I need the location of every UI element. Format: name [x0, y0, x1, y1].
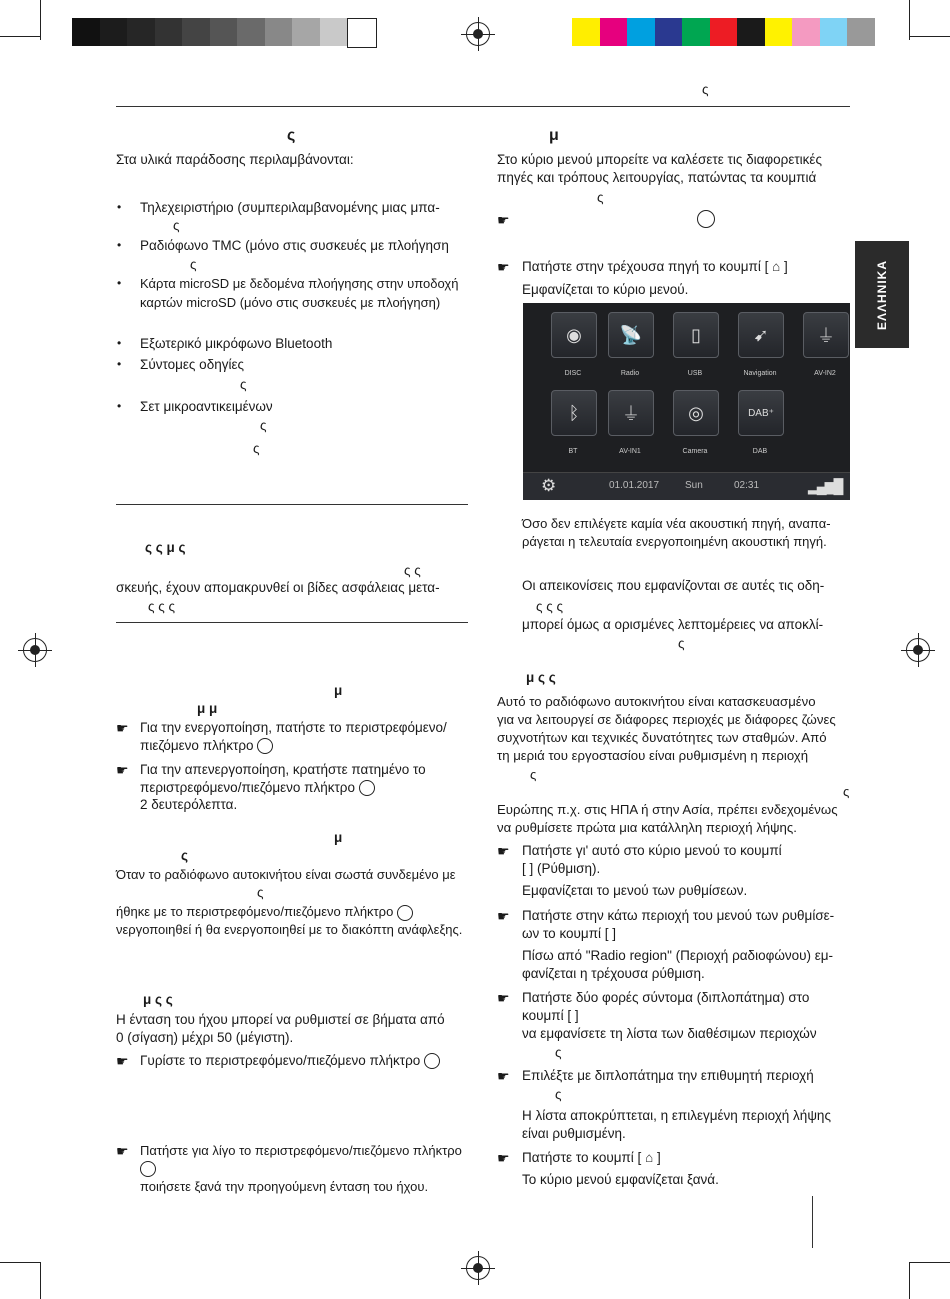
delivery-title: ς [287, 127, 296, 144]
source-tile-navigation [738, 312, 784, 358]
box-title: ς ς μ ς [145, 540, 186, 555]
gray-swatch [265, 18, 293, 46]
list-item: Σύντομες οδηγίες [140, 357, 244, 372]
source-tile-label: Radio [620, 370, 640, 377]
instruction-result: Εμφανίζεται το μενού των ρυθμίσεων. [522, 883, 748, 898]
instruction-text: ] [784, 259, 788, 274]
color-swatch [710, 18, 738, 46]
pointing-hand-icon: ☛ [497, 1068, 510, 1084]
gray-swatch [127, 18, 155, 46]
registration-mark-icon [906, 638, 930, 662]
pointing-hand-icon: ☛ [116, 1143, 129, 1159]
instruction-text: Πατήστε δύο φορές σύντομα (διπλοπάτημα) στο [522, 990, 810, 1005]
note-line: ράγεται η τελευταία ενεργοποιημένη ακουστική πηγή. [522, 534, 827, 549]
instruction-text: Για την ενεργοποίηση, πατήστε το περιστρεφόμενο/ [140, 720, 447, 735]
color-swatch [820, 18, 848, 46]
paragraph-line: τη μεριά του εργοστασίου είναι ρυθμισμένη η περιοχή [497, 748, 809, 763]
source-tile-av-in1 [608, 390, 654, 436]
paragraph-line [116, 902, 413, 922]
instruction-text: Γυρίστε το περιστρεφόμενο/πιεζόμενο πλήκτρο [140, 1053, 421, 1068]
instruction-text: Πατήστε στην τρέχουσα πηγή το κουμπί [ [522, 259, 769, 274]
paragraph-line: Στο κύριο μενού μπορείτε να καλέσετε τις διαφορετικές [497, 152, 822, 167]
color-swatch [572, 18, 600, 46]
section-heading: ς [181, 848, 189, 863]
dab-icon: DAB⁺ [748, 407, 774, 419]
crop-mark [0, 1262, 40, 1263]
instruction-result: Εμφανίζεται το κύριο μενού. [522, 282, 689, 297]
source-tile-label: Navigation [743, 370, 777, 377]
box-rule-bottom [116, 622, 468, 623]
instruction-text: περιστρεφόμενο/πιεζόμενο πλήκτρο [140, 780, 355, 795]
paragraph-line: ς [597, 190, 604, 205]
language-tab [855, 241, 909, 348]
instruction-text: ων το κουμπί [ ] [522, 926, 617, 941]
paragraph-line: συχνοτήτων και τεχνικές δυνατότητες των σταθμών. Από [497, 730, 827, 745]
gray-swatch [320, 18, 348, 46]
instruction-text: κουμπί [ ] [522, 1008, 579, 1023]
color-swatch [765, 18, 793, 46]
status-bar [523, 472, 850, 500]
source-tile-label: AV-IN1 [619, 448, 641, 455]
status-date: 01.01.2017 [609, 480, 660, 491]
running-head: ς [702, 82, 709, 97]
crop-mark [909, 1262, 910, 1299]
color-swatch [627, 18, 655, 46]
paragraph-line: ς [843, 784, 850, 799]
source-tile-av-in2 [803, 312, 849, 358]
color-swatch [682, 18, 710, 46]
usb-icon: ▯ [691, 324, 701, 345]
knob-icon [359, 780, 375, 796]
color-swatch [737, 18, 765, 46]
crop-mark [909, 0, 910, 40]
instruction-text: Πατήστε για λίγο το περιστρεφόμενο/πιεζόμενο πλήκτρο [140, 1143, 462, 1158]
instruction-result: είναι ρυθμισμένη. [522, 1126, 626, 1141]
paragraph-line: να ρυθμίσετε πρώτα μια κατάλληλη περιοχή λήψης. [497, 820, 797, 835]
gray-swatch [182, 18, 210, 46]
section-heading: μ ς ς [143, 992, 173, 1007]
bullet-icon: • [117, 200, 122, 214]
section-heading: μ [334, 830, 343, 845]
status-time: 02:31 [734, 480, 760, 491]
gray-swatch [100, 18, 128, 46]
list-item: Κάρτα microSD με δεδομένα πλοήγησης στην υποδοχή [140, 276, 459, 291]
paragraph-line: 0 (σίγαση) μέχρι 50 (μέγιστη). [116, 1030, 294, 1045]
instruction-text: Πατήστε γι' αυτό στο κύριο μενού το κουμπί [522, 843, 782, 858]
bullet-icon: • [117, 276, 122, 290]
source-tile-camera [673, 390, 719, 436]
instruction-text [140, 1051, 440, 1071]
language-tab-label: ΕΛΛΗΝΙΚΑ [875, 259, 889, 330]
gray-swatch [72, 18, 100, 46]
source-tile-dab [738, 390, 784, 436]
crop-mark [910, 1262, 950, 1263]
instruction-text: [ ] (Ρύθμιση). [522, 861, 601, 876]
gray-swatch [292, 18, 320, 46]
pointing-hand-icon: ☛ [497, 212, 510, 228]
disc-icon: ◉ [566, 324, 582, 345]
knob-icon [140, 1161, 156, 1177]
instruction-text [522, 257, 788, 277]
settings-gear-icon: ⚙ [541, 476, 557, 495]
pointing-hand-icon: ☛ [497, 990, 510, 1006]
bt-icon: ᛒ [568, 402, 580, 423]
source-tile-disc [551, 312, 597, 358]
instruction-text: ς [555, 1087, 562, 1102]
section-heading: μ [334, 683, 343, 698]
color-swatch [792, 18, 820, 46]
section-heading: μ μ [197, 701, 218, 716]
instruction-text: Για την απενεργοποίηση, κρατήστε πατημένο το [140, 762, 426, 777]
knob-icon [397, 905, 413, 921]
pointing-hand-icon: ☛ [116, 720, 129, 736]
gray-swatch [237, 18, 265, 46]
instruction-text: Πατήστε το κουμπί [ [522, 1150, 642, 1165]
crop-mark [0, 36, 40, 37]
paragraph-line: για να λειτουργεί σε διάφορες περιοχές με διάφορες ζώνες [497, 712, 836, 727]
pointing-hand-icon: ☛ [497, 843, 510, 859]
list-item: Σετ μικροαντικειμένων [140, 399, 273, 414]
paragraph-line: ς [257, 885, 264, 900]
paragraph-line: Αυτό το ραδιόφωνο αυτοκινήτου είναι κατασκευασμένο [497, 694, 816, 709]
knob-icon [257, 738, 273, 754]
instruction-text: να εμφανίσετε τη λίστα των διαθέσιμων περιοχών [522, 1026, 817, 1041]
note-line: ς ς ς [536, 599, 564, 614]
equalizer-icon: ▂▄▆█ [808, 478, 842, 494]
instruction-text: Πατήστε στην κάτω περιοχή του μενού των ρυθμίσε- [522, 908, 835, 923]
pointing-hand-icon: ☛ [116, 762, 129, 778]
instruction-text: ς [555, 1045, 562, 1060]
color-swatch [600, 18, 628, 46]
box-text: ς ς ς [148, 599, 176, 614]
home-icon: ⌂ [645, 1150, 654, 1165]
note-line: Όσο δεν επιλέγετε καμία νέα ακουστική πηγή, αναπα- [522, 516, 831, 531]
note-line: μπορεί όμως α ορισμένες λεπτομέρειες να αποκλί- [522, 617, 824, 632]
instruction-text: ποιήσετε ξανά την προηγούμενη ένταση του ήχου. [140, 1179, 429, 1194]
source-tile-label: DISC [564, 370, 582, 377]
instruction-text [140, 1159, 156, 1179]
list-item: Τηλεχειριστήριο (συμπεριλαμβανομένης μιας μπα- [140, 200, 440, 215]
box-rule-top [116, 504, 468, 505]
box-text: σκευής, έχουν απομακρυνθεί οι βίδες ασφάλειας μετα- [116, 580, 440, 595]
av-in2-icon: ⏚ [817, 326, 835, 346]
gray-swatch [210, 18, 238, 46]
list-item: ς [173, 218, 180, 233]
paragraph-line: ήθηκε με το περιστρεφόμενο/πιεζόμενο πλήκτρο [116, 904, 394, 919]
crop-mark [40, 0, 41, 40]
source-tile-radio [608, 312, 654, 358]
source-tile-label: BT [568, 448, 578, 455]
navigation-icon: ➹ [753, 324, 769, 345]
home-icon: ⌂ [772, 259, 781, 274]
source-tile-label: DAB [752, 448, 768, 455]
bullet-icon: • [117, 336, 122, 350]
paragraph-line: πηγές και τρόπους λειτουργίας, πατώντας τα κουμπιά [497, 170, 817, 185]
instruction-text: πιεζόμενο πλήκτρο [140, 738, 254, 753]
av-in1-icon: ⏚ [622, 404, 640, 424]
instruction-text: 2 δευτερόλεπτα. [140, 797, 238, 812]
device-main-menu-screenshot [523, 303, 850, 500]
paragraph-line: νεργοποιηθεί ή θα ενεργοποιηθεί με το διακόπτη ανάφλεξης. [116, 922, 463, 937]
list-item: ς [190, 257, 197, 272]
gray-swatch [155, 18, 183, 46]
instruction-result: Η λίστα αποκρύπτεται, η επιλεγμένη περιοχή λήψης [522, 1108, 831, 1123]
list-item: ς [253, 441, 260, 456]
registration-mark-icon [466, 22, 490, 46]
crop-mark [40, 1262, 41, 1299]
bullet-icon: • [117, 357, 122, 371]
source-tile-bt [551, 390, 597, 436]
instruction-result: φανίζεται η τρέχουσα ρύθμιση. [522, 966, 705, 981]
pointing-hand-icon: ☛ [497, 908, 510, 924]
bullet-icon: • [117, 238, 122, 252]
knob-icon [697, 210, 715, 228]
camera-icon: ◎ [688, 402, 704, 423]
pointing-hand-icon: ☛ [116, 1053, 129, 1069]
color-swatch [655, 18, 683, 46]
paragraph-line: Η ένταση του ήχου μπορεί να ρυθμιστεί σε βήματα από [116, 1012, 445, 1027]
instruction-result: Το κύριο μενού εμφανίζεται ξανά. [522, 1172, 719, 1187]
section-heading: μ ς ς [526, 670, 556, 685]
paragraph-line: ς [530, 767, 537, 782]
paragraph-line: Ευρώπης π.χ. στις ΗΠΑ ή στην Ασία, πρέπει ενδεχομένως [497, 802, 838, 817]
knob-icon [424, 1053, 440, 1069]
source-tile-label: USB [687, 370, 703, 377]
instruction-text: Επιλέξτε με διπλοπάτημα την επιθυμητή περιοχή [522, 1068, 814, 1083]
list-item: καρτών microSD (μόνο στις συσκευές με πλοήγηση) [140, 295, 441, 310]
radio-icon: 📡 [619, 324, 643, 345]
instruction-result: Πίσω από "Radio region" (Περιοχή ραδιοφώνου) εμ- [522, 948, 834, 963]
pointing-hand-icon: ☛ [497, 1150, 510, 1166]
registration-mark-icon [466, 1256, 490, 1280]
section-heading: μ [549, 127, 559, 144]
paragraph-line: Όταν το ραδιόφωνο αυτοκινήτου είναι σωστά συνδεμένο με [116, 867, 456, 882]
source-tile-label: Camera [682, 448, 708, 455]
box-text: ς ς [404, 563, 421, 578]
delivery-intro: Στα υλικά παράδοσης περιλαμβάνονται: [116, 152, 354, 167]
crop-mark [910, 36, 950, 37]
color-swatch [847, 18, 875, 46]
instruction-text [140, 736, 273, 756]
pointing-hand-icon: ☛ [497, 259, 510, 275]
source-tile-label: AV-IN2 [814, 370, 836, 377]
list-item: Εξωτερικό μικρόφωνο Bluetooth [140, 336, 333, 351]
list-item: Ραδιόφωνο TMC (μόνο στις συσκευές με πλοήγηση [140, 238, 449, 253]
status-day: Sun [685, 480, 703, 491]
instruction-text: ] [657, 1150, 661, 1165]
page-number-rule [812, 1196, 813, 1248]
bullet-icon: • [117, 399, 122, 413]
gray-swatch [347, 18, 377, 48]
instruction-text [522, 1148, 661, 1168]
source-tile-usb [673, 312, 719, 358]
header-rule [116, 106, 850, 107]
list-item: ς [240, 377, 247, 392]
list-item: ς [260, 418, 267, 433]
registration-mark-icon [23, 638, 47, 662]
note-line: Οι απεικονίσεις που εμφανίζονται σε αυτές τις οδη- [522, 578, 825, 593]
note-line: ς [678, 636, 685, 651]
